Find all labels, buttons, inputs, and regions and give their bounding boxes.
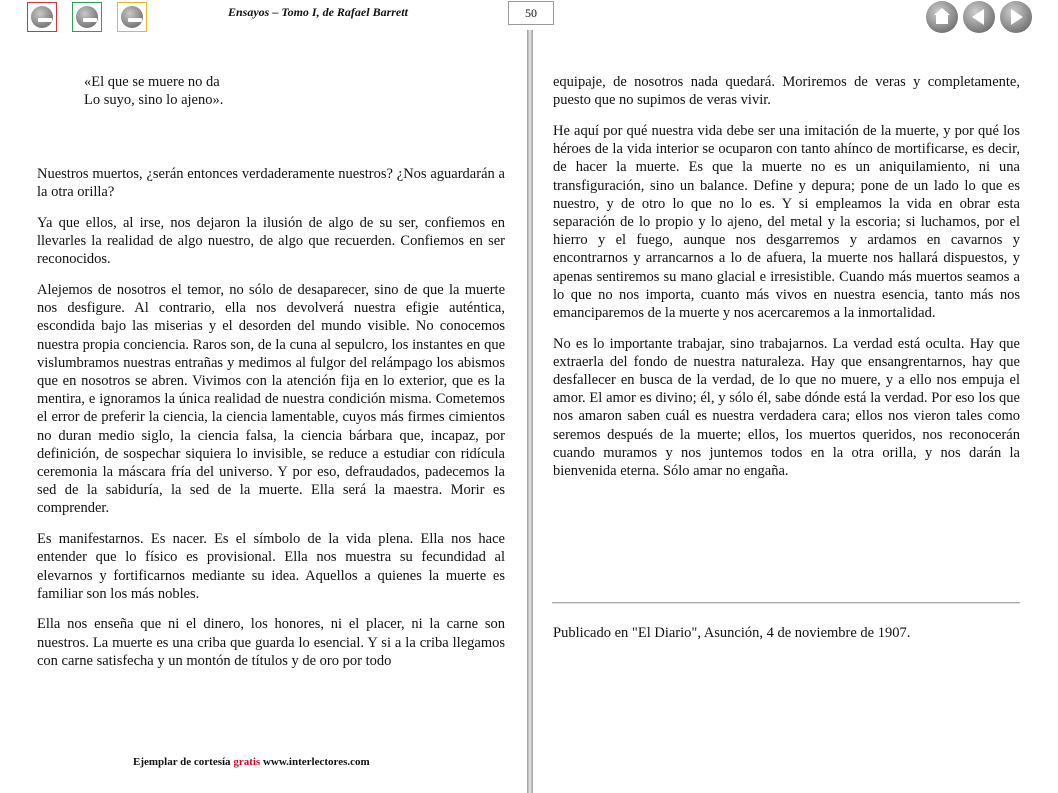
right-column xyxy=(553,73,1020,493)
epigraph-line: «El que se muere no da xyxy=(84,74,220,90)
home-button[interactable] xyxy=(926,1,958,33)
paragraph: Es manifestarnos. Es nacer. Es el símbolo de la vida plena. Ella nos hace entender que lo físico es provisional. Ella nos muestra su fecundidad al elevarnos y fortificarnos mediante su idea. Aquellos a quienes la muerte es familiar son los más nobles. xyxy=(37,531,505,602)
footer xyxy=(133,756,370,768)
epigraph xyxy=(84,73,223,109)
left-column xyxy=(37,165,505,720)
green-minimize-button[interactable] xyxy=(72,2,102,32)
paragraph: Alejemos de nosotros el temor, no sólo de desaparecer, sino de que la muerte nos desfigure. Al contrario, ella nos devolverá nuestra efigie auténtica, escondida bajo las miserias y el desorden del mundo visible. No conocemos nuestra propia conciencia. Raros son, de la cuna al sepulcro, los instantes en que vislumbramos nuestras entrañas y medimos al fulgor del relámpago los abismos que en nosotros se abren. Vivimos con la atención fija en lo exterior, que es la mentira, e ignoramos la única realidad de nuestra condición misma. Cometemos el error de preferir la ciencia, la ciencia lamentable, cuyos más firmes cimientos no duran medio siglo, la ciencia falsa, la ciencia bárbara que, incapaz, por definición, de sospechar siquiera lo invisible, se reduce a estudiar con ridícula ceremonia la máscara fría del universo. Y por eso, defraudados, padecemos la sed de la sabiduría, la sed de la muerte. Ella será la maestra. Morir es comprender. xyxy=(37,282,505,517)
footer-gratis: gratis xyxy=(233,756,261,768)
page-number: 50 xyxy=(508,1,554,25)
arrow-left-icon xyxy=(972,9,984,25)
footer-prefix: Ejemplar de cortesía xyxy=(133,756,234,768)
divider xyxy=(552,602,1020,604)
paragraph: He aquí por qué nuestra vida debe ser una imitación de la muerte, y por qué los héroes de la vida interior se ocuparon con tanto ahínco de mortificarse, es decir, de hacer la muerte. Es que la muerte no es un aniquilamiento, ni una transfiguración, sino un balance. Define y depura; pone de un lado lo que es nuestro, y de otro lo que no lo es. Y si empleamos la vida en obrar esta separación de lo propio y lo ajeno, del metal y la escoria; si luchamos, por el hierro y el fuego, aunque nos desgarremos y ardamos en cavarnos y encontrarnos y arrancarnos a lo de afuera, la muerte nos hallará dispuestos, y apenas sentiremos su mano glacial e irresistible. Cuando más muertos seamos a lo que no nos importa, cuanto más vivos en nuestra esencia, tanto más nos emanciparemos de la muerte y nos acercaremos a la inmortalidad. xyxy=(553,122,1020,321)
book-title: Ensayos – Tomo I, de Rafael Barrett xyxy=(228,5,408,19)
minus-icon xyxy=(31,6,53,28)
paragraph: Ella nos enseña que ni el dinero, los honores, ni el placer, ni la carne son nuestros. La muerte es una criba que guarda lo esencial. Y si a la criba llegamos con carne satisfecha y un montón de títulos y de oro por todo xyxy=(37,616,505,669)
minus-icon xyxy=(121,6,143,28)
paragraph: Nuestros muertos, ¿serán entonces verdaderamente nuestros? ¿Nos aguardarán a la otra orilla? xyxy=(37,166,505,201)
page-spine xyxy=(527,30,533,793)
next-page-button[interactable] xyxy=(1000,1,1032,33)
red-minimize-button[interactable] xyxy=(27,2,57,32)
paragraph: equipaje, de nosotros nada quedará. Moriremos de veras y completamente, puesto que no supimos de veras vivir. xyxy=(553,74,1020,109)
paragraph: Ya que ellos, al irse, nos dejaron la ilusión de algo de su ser, confiemos en llevarles la realidad de algo nuestro, de algo que recuerden. Confiemos en ser reconocidos. xyxy=(37,214,505,268)
minus-icon xyxy=(76,6,98,28)
previous-page-button[interactable] xyxy=(963,1,995,33)
arrow-right-icon xyxy=(1011,9,1023,25)
yellow-minimize-button[interactable] xyxy=(117,2,147,32)
epigraph-line: Lo suyo, sino lo ajeno». xyxy=(84,92,224,109)
paragraph: No es lo importante trabajar, sino trabajarnos. La verdad está oculta. Hay que extraerla del fondo de nuestra naturaleza. Hay que ensangrentarnos, hay que desfallecer en busca de la verdad, de lo que no muere, y a ello nos empuja el amor. El amor es divino; él, y sólo él, sabe dónde está la verdad. Por eso los que nos amaron saben cuál es nuestra verdadera cara; ellos nos vieron tales como seremos después de la muerte; ellos, los muertos queridos, nos reconocerán cuando muramos y nos juntemos todos en la otra orilla, y nos darán la bienvenida eterna. Sólo amar no engaña. xyxy=(553,335,1020,480)
footer-site-link[interactable]: www.interlectores.com xyxy=(260,756,370,768)
publication-note: Publicado en "El Diario", Asunción, 4 de noviembre de 1907. xyxy=(553,625,911,641)
